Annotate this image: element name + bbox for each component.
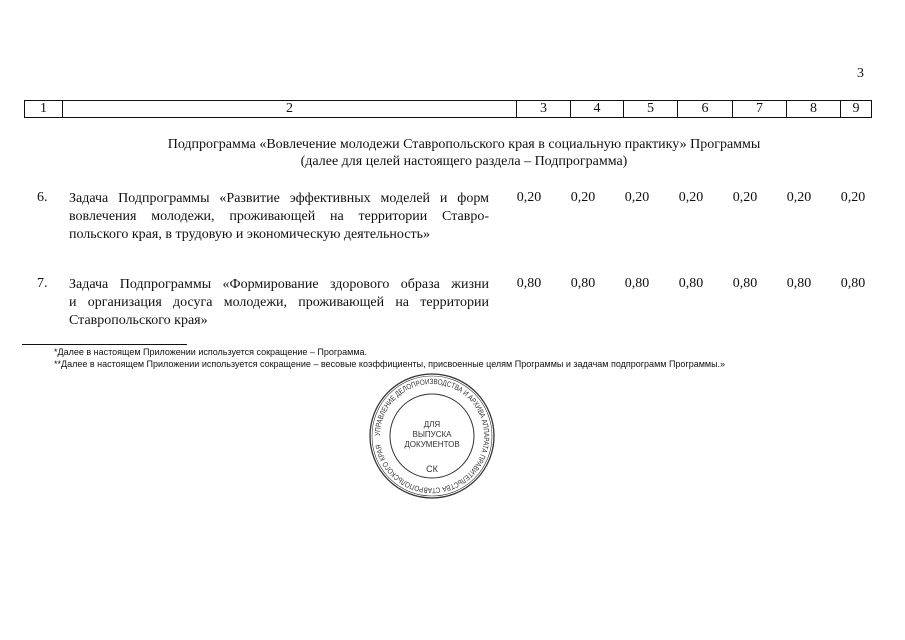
weight-value: 0,20 xyxy=(840,190,866,205)
weight-value: 0,80 xyxy=(516,276,542,291)
header-cell: 6 xyxy=(678,101,733,117)
stamp-bottom-mark: СК xyxy=(426,464,438,474)
task-line: польского края, в трудовую и экономическую деятельность» xyxy=(69,227,430,242)
weight-value: 0,20 xyxy=(624,190,650,205)
task-number: 6. xyxy=(37,190,48,205)
weight-value: 0,80 xyxy=(570,276,596,291)
subprogram-title xyxy=(60,136,868,170)
weight-value: 0,80 xyxy=(786,276,812,291)
subprogram-title-line: (далее для целей настоящего раздела – Подпрограмма) xyxy=(300,154,628,169)
subprogram-title-line: Подпрограмма «Вовлечение молодежи Ставропольского края в социальную практику» Программы xyxy=(167,137,761,152)
header-cell: 4 xyxy=(571,101,624,117)
weight-value: 0,80 xyxy=(732,276,758,291)
task-line: Ставропольского края» xyxy=(69,313,208,328)
weight-value: 0,20 xyxy=(678,190,704,205)
task-line: и организация досуга молодежи, проживающей на территории xyxy=(69,295,489,310)
weight-value: 0,20 xyxy=(732,190,758,205)
weight-value: 0,80 xyxy=(678,276,704,291)
task-line: Задача Подпрограммы «Развитие эффективных моделей и форм xyxy=(69,191,489,206)
weight-value: 0,20 xyxy=(570,190,596,205)
official-stamp xyxy=(368,372,496,500)
task-description xyxy=(69,276,489,330)
task-number: 7. xyxy=(37,276,48,291)
task-description xyxy=(69,190,489,244)
header-cell: 2 xyxy=(63,101,517,117)
header-cell: 7 xyxy=(733,101,787,117)
footnote-divider xyxy=(22,344,187,345)
footnote: *Далее в настоящем Приложении используется сокращение – Программа. xyxy=(54,347,368,357)
column-header-row xyxy=(24,100,872,118)
weight-value: 0,20 xyxy=(516,190,542,205)
page-number: 3 xyxy=(857,66,864,81)
header-cell: 5 xyxy=(624,101,678,117)
header-cell: 1 xyxy=(25,101,63,117)
header-cell: 3 xyxy=(517,101,571,117)
stamp-center-line: ВЫПУСКА xyxy=(412,430,452,439)
header-cell: 9 xyxy=(852,101,860,116)
task-line: Задача Подпрограммы «Формирование здорового образа жизни xyxy=(69,277,489,292)
stamp-ring-text: УПРАВЛЕНИЕ ДЕЛОПРОИЗВОДСТВА И АРХИВА АППАРАТА ПРАВИТЕЛЬСТВА СТАВРОПОЛЬСКОГО КРАЯ xyxy=(372,376,492,496)
weight-value: 0,20 xyxy=(786,190,812,205)
stamp-center-line: ДОКУМЕНТОВ xyxy=(404,440,460,449)
stamp-center-line: ДЛЯ xyxy=(423,420,441,429)
weight-value: 0,80 xyxy=(624,276,650,291)
header-cell: 8 xyxy=(787,101,841,117)
footnote: **Далее в настоящем Приложении используется сокращение – весовые коэффициенты, присвоенные целям Программы и задачам подпрограмм Программы.» xyxy=(54,359,726,369)
task-line: вовлечения молодежи, проживающей на территории Ставро- xyxy=(69,209,489,224)
weight-value: 0,80 xyxy=(840,276,866,291)
